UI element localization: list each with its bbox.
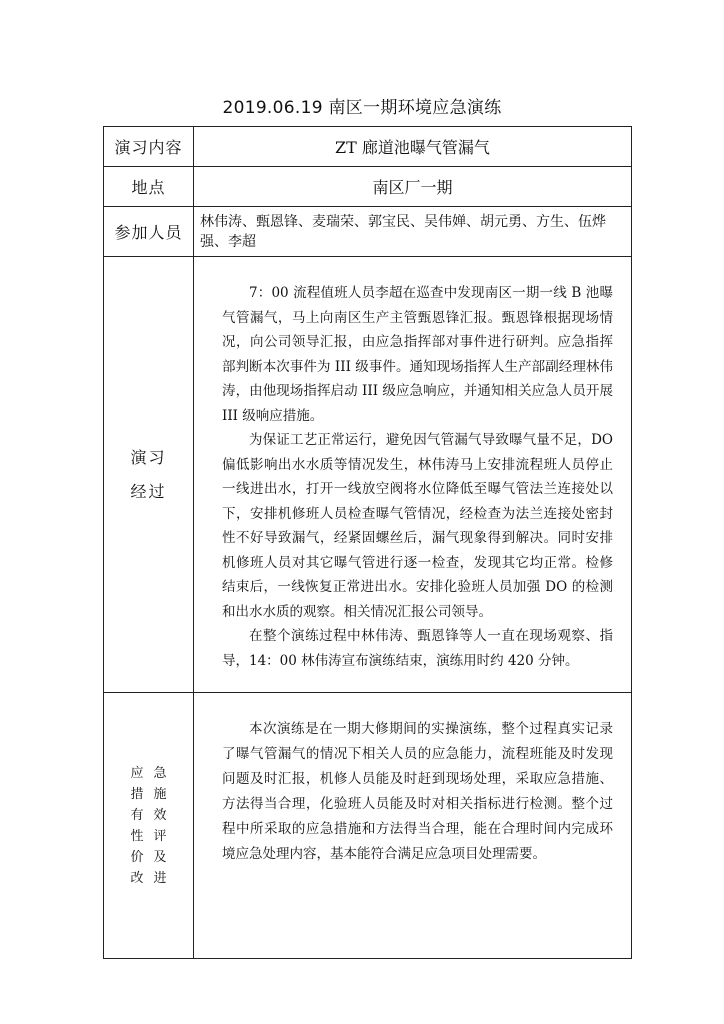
row-participants [104, 207, 632, 257]
drill-process-label: 演习经过 [130, 447, 167, 501]
drill-content-label: 演习内容 [104, 127, 194, 167]
drill-content-value: ZT 廊道池曝气管漏气 [194, 127, 632, 167]
row-drill-process [104, 257, 632, 693]
participants-label: 参加人员 [104, 207, 194, 257]
row-drill-content [104, 127, 632, 167]
evaluation-paragraph: 本次演练是在一期大修期间的实操演练，整个过程真实记录了曝气管漏气的情况下相关人员的应急能力，流程班能及时发现问题及时汇报，机修人员能及时赶到现场处理，采取应急措施、方法得当合理，化验班人员能及时对相关指标进行检测。整个过程中所采取的应急措施和方法得当合理，能在合理时间内完成环境应急处理内容，基本能符合满足应急项目处理需要。 [222, 721, 613, 862]
participants-value: 林伟涛、甄恩锋、麦瑞荣、郭宝民、吴伟婵、胡元勇、方生、伍烨强、李超 [194, 207, 632, 257]
drill-record-table [103, 126, 632, 959]
evaluation-label: 应急措施有效性评价及改进 [130, 765, 167, 886]
process-paragraph: 7：00 流程值班人员李超在巡查中发现南区一期一线 B 池曝气管漏气，马上向南区生产主管甄恩锋汇报。甄恩锋根据现场情况，向公司领导汇报，由应急指挥部对事件进行研判。应急指挥部判断本次事件为 III 级事件。通知现场指挥人生产部副经理林伟涛，由他现场指挥启动 III 级应急响应，并通知相关应急人员开展 III 级响应措施。 [222, 285, 613, 424]
document-title: 2019.06.19 南区一期环境应急演练 [222, 98, 502, 118]
process-paragraph: 在整个演练过程中林伟涛、甄恩锋等人一直在现场观察、指导，14：00 林伟涛宣布演练结束，演练用时约 420 分钟。 [222, 628, 613, 669]
location-value: 南区厂一期 [194, 167, 632, 207]
drill-process-label-cell [104, 257, 194, 693]
location-label: 地点 [104, 167, 194, 207]
row-location [104, 167, 632, 207]
evaluation-label-cell [104, 693, 194, 959]
evaluation-body [194, 693, 632, 959]
drill-process-body [194, 257, 632, 693]
row-evaluation [104, 693, 632, 959]
process-paragraph: 为保证工艺正常运行，避免因气管漏气导致曝气量不足，DO 偏低影响出水水质等情况发生，林伟涛马上安排流程班人员停止一线进出水，打开一线放空阀将水位降低至曝气管法兰连接处以下，安排机修班人员检查曝气管情况，经检查为法兰连接处密封性不好导致漏气，经紧固螺丝后，漏气现象得到解决。同时安排机修班人员对其它曝气管进行逐一检查，发现其它均正常。检修结束后，一线恢复正常进出水。安排化验班人员加强 DO 的检测和出水水质的观察。相关情况汇报公司领导。 [222, 432, 613, 620]
